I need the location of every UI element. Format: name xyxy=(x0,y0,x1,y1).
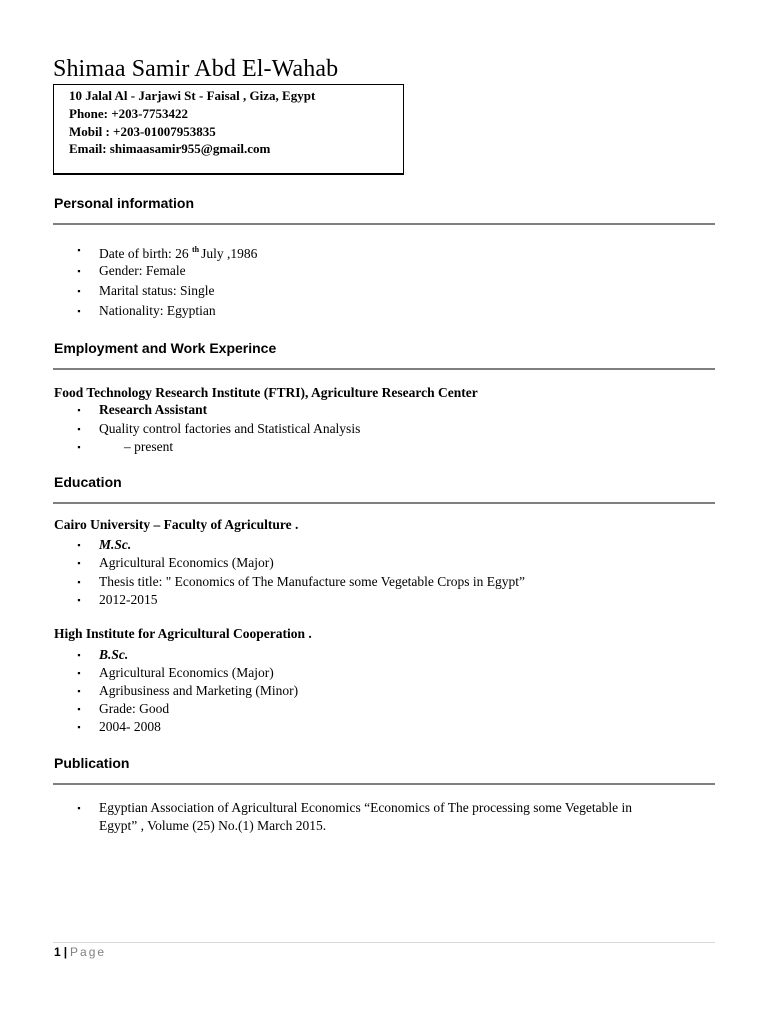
bullet-icon: ▪ xyxy=(77,540,81,550)
section-divider xyxy=(53,368,715,370)
section-divider xyxy=(53,502,715,504)
address: 10 Jalal Al - Jarjawi St - Faisal , Giza, Egypt xyxy=(69,88,316,103)
bullet-icon: ▪ xyxy=(77,245,81,255)
bullet-icon: ▪ xyxy=(77,286,81,296)
phone: Phone: +203-7753422 xyxy=(69,106,188,121)
section-heading-publication: Publication xyxy=(54,755,130,771)
bullet-icon: ▪ xyxy=(77,577,81,587)
section-heading-personal: Personal information xyxy=(54,195,195,211)
bullet-icon: ▪ xyxy=(77,803,81,813)
section-divider xyxy=(53,223,715,225)
page-footer xyxy=(54,945,106,960)
bullet-icon: ▪ xyxy=(77,405,81,415)
page-number: 1 xyxy=(54,945,61,959)
employer-name: Food Technology Research Institute (FTRI), Agriculture Research Center xyxy=(54,385,478,400)
section-heading-employment: Employment and Work Experince xyxy=(54,340,277,356)
institution-name: Cairo University – Faculty of Agriculture . xyxy=(54,517,299,532)
bullet-icon: ▪ xyxy=(77,442,81,452)
contact-box xyxy=(53,84,404,175)
bullet-icon: ▪ xyxy=(77,686,81,696)
bullet-icon: ▪ xyxy=(77,595,81,605)
footer-divider xyxy=(53,942,715,943)
section-heading-education: Education xyxy=(54,474,122,490)
section-divider xyxy=(53,783,715,785)
bullet-icon: ▪ xyxy=(77,722,81,732)
applicant-name: Shimaa Samir Abd El-Wahab xyxy=(53,56,339,82)
bullet-icon: ▪ xyxy=(77,558,81,568)
bullet-icon: ▪ xyxy=(77,650,81,660)
institution-name: High Institute for Agricultural Cooperation . xyxy=(54,626,312,641)
bullet-icon: ▪ xyxy=(77,668,81,678)
bullet-icon: ▪ xyxy=(77,704,81,714)
mobile: Mobil : +203-01007953835 xyxy=(69,124,216,139)
resume-page: Shimaa Samir Abd El-Wahab 10 Jalal Al - Jarjawi St - Faisal , Giza, Egypt Phone: +203-7753422 Mobil : +203-01007953835 Email: shimaasamir955@gmail.com Personal information ▪ Date of birth: 26 $^{th}$ July ,1986 ▪ Gender: Female ▪ Marital status: Single ▪ Nationality: Egyptian Employment and Work Experince Food Technology Research Institute (FTRI), Agriculture Research Center ▪ Research Assistant ▪ Quality control factories and Statistical Analysis ▪ – present Education Cairo University – Faculty of Agriculture . ▪ M.Sc. ▪ Agricultural Economics (Major) ▪ Thesis title: " Economics of The Manufacture some Vegetable Crops in Egypt” ▪ 2012-2015 High Institute for Agricultural Cooperation . ▪ B.Sc. ▪ Agricultural Economics (Major) ▪ Agribusiness and Marketing (Minor) ▪ Grade: Good ▪ 2004- 2008 Publication ▪ Egyptian Association of Agricultural Economics “Economics of The processing some Vegetable in Egypt” , Volume (25) No.(1) March 2015. 1 | Page xyxy=(0,0,768,1024)
footer-separator: | xyxy=(63,945,68,959)
bullet-icon: ▪ xyxy=(77,266,81,276)
page-label: Page xyxy=(70,945,107,959)
email: Email: shimaasamir955@gmail.com xyxy=(69,141,271,156)
bullet-icon: ▪ xyxy=(77,306,81,316)
bullet-icon: ▪ xyxy=(77,424,81,434)
